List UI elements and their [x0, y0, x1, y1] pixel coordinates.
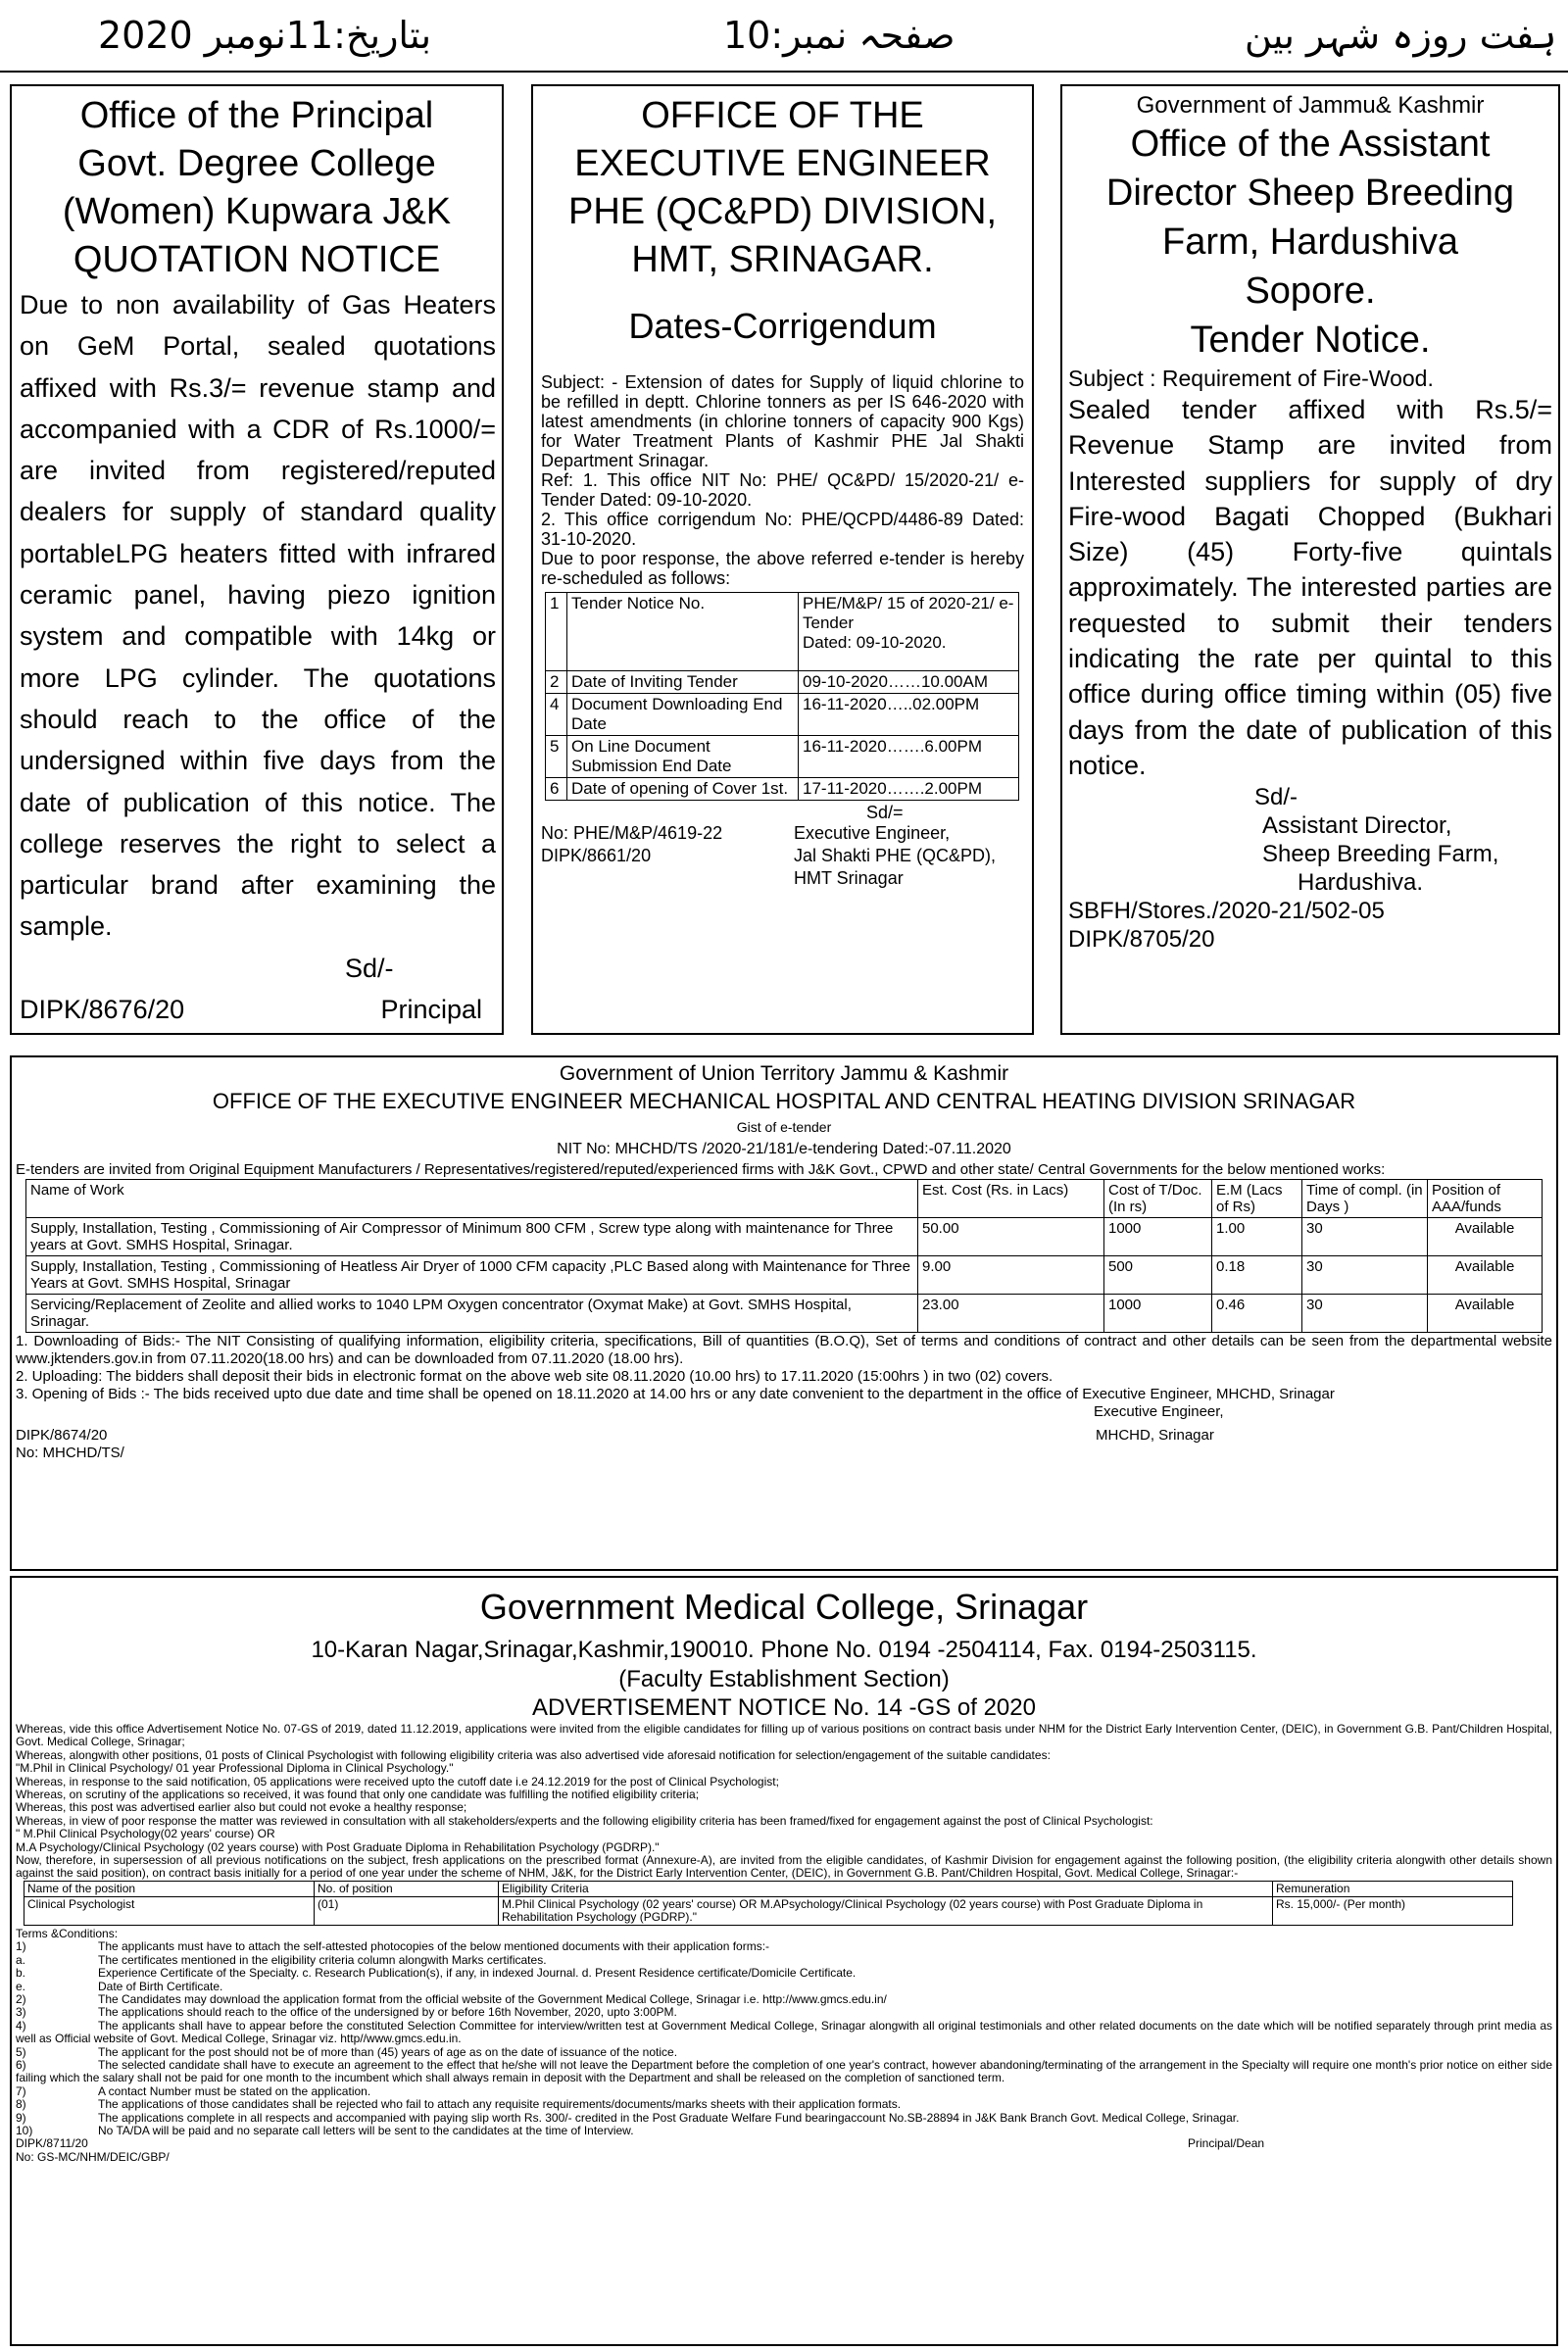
term-number: a.: [16, 1952, 26, 1967]
gist-line: Gist of e-tender: [736, 1119, 832, 1135]
term-number: e.: [16, 1979, 26, 1993]
sd-mark: Sd/=: [866, 803, 904, 822]
cell: 16-11-2020…….6.00PM: [799, 736, 1019, 778]
term-text: A contact Number must be stated on the application.: [98, 2083, 371, 2098]
term-number: 5): [16, 2044, 26, 2059]
term-item: 2. Uploading: The bidders shall deposit their bids in electronic format on the above web site 08.11.2020 (10.00 hrs) to 17.11.2020 (15:00hrs ) in two (02) covers.: [16, 1368, 1054, 1385]
term-text: The certificates mentioned in the eligibility criteria column alongwith Marks certificates.: [98, 1952, 547, 1967]
title-line: Sopore.: [1245, 270, 1376, 312]
table-row: [546, 694, 1019, 736]
cell: PHE/M&P/ 15 of 2020-21/ e-Tender Dated: 09-10-2020.: [799, 593, 1019, 671]
title-line: EXECUTIVE ENGINEER: [574, 143, 991, 184]
term-text: No TA/DA will be paid and no separate call letters will be sent to the candidates at the time of Interview.: [98, 2123, 634, 2137]
paragraph: Whereas, on scrutiny of the applications so received, it was found that only one candidate was fulfilling the notified eligibility criteria;: [16, 1788, 700, 1802]
signatory-line: Hardushiva.: [1298, 869, 1424, 897]
term-item: [16, 2006, 1552, 2019]
paragraph: Whereas, in response to the said notification, 05 applications were received upto the cutoff date i.e 24.12.2019 for the post of Clinical Psychologist;: [16, 1774, 779, 1788]
cell: (01): [315, 1896, 499, 1925]
term-item: [16, 2085, 1552, 2098]
cell: Date of Inviting Tender: [567, 671, 799, 694]
term-item: [16, 1981, 1552, 1993]
corrigendum-notice-box: [531, 84, 1034, 1035]
table-row: [546, 671, 1019, 694]
ref-line: Ref: 1. This office NIT No: PHE/ QC&PD/ 15/2020-21/ e-Tender Dated: 09-10-2020.: [541, 470, 1024, 510]
masthead-paper-name: ہفت روزہ شہر بین: [1245, 14, 1557, 57]
cell: Available: [1428, 1256, 1543, 1295]
govt-line: Government of Union Territory Jammu & Kashmir: [559, 1062, 1009, 1085]
column-header: Est. Cost (Rs. in Lacs): [918, 1180, 1104, 1218]
paragraph: "M.Phil in Clinical Psychology/ 01 year Professional Diploma in Clinical Psychology.": [16, 1761, 454, 1776]
cell: Tender Notice No.: [567, 593, 799, 671]
cell: 6: [546, 778, 567, 801]
term-item: [16, 1967, 1552, 1980]
notice-body: Sealed tender affixed with Rs.5/= Revenue Stamp are invited from Interested suppliers for supply of dry Fire-wood Bagati Chopped (Bukhari Size) (45) Forty-five quintals approximately. The interested parties are requested to submit their tenders indicating the rate per quintal to this office during office timing within (05) five days from the date of publication of this notice.: [1068, 395, 1552, 780]
table-row: [24, 1896, 1513, 1925]
cell: Supply, Installation, Testing , Commissioning of Air Compressor of Minimum 800 CFM , Screw type along with maintenance for Three years at Govt. SMHS Hospital, Srinagar.: [26, 1218, 918, 1256]
paragraph: M.A Psychology/Clinical Psychology (02 years course) with Post Graduate Diploma in Rehabilitation Psychology (PGDRP).": [16, 1839, 660, 1854]
masthead-date: بتاریخ:11نومبر 2020: [98, 14, 432, 57]
section-line: (Faculty Establishment Section): [618, 1666, 950, 1692]
dipk-ref: DIPK/8676/20: [20, 995, 185, 1025]
cell: 23.00: [918, 1295, 1104, 1333]
term-text: The applications of those candidates shall be rejected who fail to attach any requisite requirements/documents/marks sheets with their application formats.: [98, 2097, 902, 2112]
term-item: [16, 2125, 1552, 2137]
term-item: [16, 2112, 1552, 2125]
notice-body: Due to non availability of Gas Heaters on GeM Portal, sealed quotations affixed with Rs.3/= revenue stamp and accompanied with a CDR of Rs.1000/= are invited from registered/reputed dealers for supply of standard quality portableLPG heaters fitted with infrared ceramic panel, having piezo ignition system and compatible with 14kg or more LPG cylinder. The quotations should reach to the office of the undersigned within five days from the date of publication of this notice. The college reserves the right to select a particular brand after examining the sample.: [20, 290, 496, 942]
cell: Supply, Installation, Testing , Commissioning of Heatless Air Dryer of 1000 CFM capacity ,PLC Based along with Maintenance for Three Years at Govt. SMHS Hospital, Srinagar: [26, 1256, 918, 1295]
sd-mark: Sd/-: [345, 953, 394, 983]
cell: 5: [546, 736, 567, 778]
term-number: 2): [16, 1991, 26, 2006]
terms-list: [12, 1333, 1556, 1403]
dipk-ref: DIPK/8705/20: [1068, 926, 1215, 954]
cell: 30: [1302, 1295, 1428, 1333]
masthead-page-number: صفحہ نمبر:10: [723, 14, 956, 57]
office-title: OFFICE OF THE EXECUTIVE ENGINEER MECHANICAL HOSPITAL AND CENTRAL HEATING DIVISION SRINAGAR: [212, 1089, 1356, 1113]
cell: 1.00: [1212, 1218, 1302, 1256]
title-line: Govt. Degree College: [77, 143, 436, 184]
cell: 0.46: [1212, 1295, 1302, 1333]
title-line: QUOTATION NOTICE: [73, 239, 441, 280]
term-item: [16, 1993, 1552, 2006]
signatory-line: Jal Shakti PHE (QC&PD),: [794, 846, 997, 865]
letter-number: No: MHCHD/TS/: [16, 1445, 124, 1461]
address-line: 10-Karan Nagar,Srinagar,Kashmir,190010. Phone No. 0194 -2504114, Fax. 0194-2503115.: [311, 1637, 1257, 1663]
term-item: 3. Opening of Bids :- The bids received upto due date and time shall be opened on 18.11.2020 at 14.00 hrs or any date convenient to the department in the office of Executive Engineer, MHCHD, Srinagar: [16, 1386, 1335, 1402]
signatory: Principal/Dean: [1188, 2136, 1265, 2151]
term-text: The selected candidate shall have to execute an agreement to the effect that he/she will not leave the Department before the completion of one year's contract, however abandoning/terminating of the arrangement in the Specialty will require one month's prior notice on either side failing which the salary shall not be paid for one month to the incumbent which shall always remain in deposit with the Department and shall be released on the completion of sanctioned term.: [16, 2057, 1552, 2085]
table-row: [26, 1218, 1543, 1256]
term-number: 6): [16, 2057, 26, 2072]
signatory-line: MHCHD, Srinagar: [1096, 1427, 1214, 1444]
term-text: Experience Certificate of the Specialty. c. Research Publication(s), if any, in indexed Journal. d. Present Residence certificate/Domicile Certificate.: [98, 1966, 857, 1981]
table-row: [546, 778, 1019, 801]
term-text: The applicants must have to attach the self-attested photocopies of the below mentioned documents with their application forms:-: [98, 1939, 770, 1954]
title-line: Director Sheep Breeding: [1105, 172, 1515, 214]
works-table: [25, 1179, 1543, 1333]
intro-text: Due to poor response, the above referred e-tender is hereby re-scheduled as follows:: [541, 549, 1024, 588]
signatory-line: Executive Engineer,: [794, 823, 951, 843]
paragraph: " M.Phil Clinical Psychology(02 years' course) OR: [16, 1827, 275, 1841]
subject-text: Subject: - Extension of dates for Supply of liquid chlorine to be refilled in deptt. Chlorine tonners as per IS 646-2020 with latest amendments (in chlorine tonners of capacity 900 Kgs) for Water Treatment Plants of Kashmir PHE Jal Shakti Department Srinagar.: [541, 372, 1024, 470]
quotation-notice-box: [10, 84, 504, 1035]
column-header: Remuneration: [1273, 1881, 1513, 1896]
advertisement-notice-box: [10, 1576, 1558, 2346]
term-item: [16, 2020, 1552, 2046]
paragraph: Whereas, this post was advertised earlier also but could not evoke a healthy response;: [16, 1800, 467, 1815]
cell: 4: [546, 694, 567, 736]
dipk-ref: DIPK/8674/20: [16, 1427, 108, 1444]
signature-block: [533, 822, 1032, 890]
title-line: PHE (QC&PD) DIVISION,: [567, 191, 998, 232]
cell: Date of opening of Cover 1st.: [567, 778, 799, 801]
column-header: No. of position: [315, 1881, 499, 1896]
title-line: (Women) Kupwara J&K: [62, 191, 452, 232]
column-header: Time of compl. (in Days ): [1302, 1180, 1428, 1218]
paragraph: Whereas, in view of poor response the matter was reviewed in consultation with all stakeholders/experts and the following eligibility criteria has been framed/fixed for engagement against the post of Clinical Psychologist:: [16, 1813, 1153, 1828]
cell: 500: [1104, 1256, 1212, 1295]
cell: Available: [1428, 1295, 1543, 1333]
intro-text: E-tenders are invited from Original Equipment Manufacturers / Representatives/registered/reputed/experienced firms with J&K Govt., CPWD and other state/ Central Governments for the below mentioned works:: [16, 1161, 1386, 1178]
govt-line: Government of Jammu& Kashmir: [1136, 92, 1485, 119]
cell: 16-11-2020…..02.00PM: [799, 694, 1019, 736]
term-item: [16, 2059, 1552, 2085]
table-header-row: [24, 1881, 1513, 1896]
term-text: Date of Birth Certificate.: [98, 1979, 223, 1993]
signature-row: [12, 2137, 1556, 2150]
term-item: 1. Downloading of Bids:- The NIT Consisting of qualifying information, eligibility criteria, specifications, Bill of quantities (B.O.Q), Set of terms and conditions of contract and other details can be seen from the departmental website www.jktenders.gov.in from 07.11.2020(18.00 hrs) and can be downloaded from 07.11.2020 (18.00 hrs).: [16, 1333, 1552, 1367]
column-header: Eligibility Criteria: [499, 1881, 1273, 1896]
tender-notice-box: [1060, 84, 1560, 1035]
ref-column: [541, 822, 794, 890]
paragraph: Whereas, vide this office Advertisement Notice No. 07-GS of 2019, dated 11.12.2019, applications were invited from the eligible candidates for filling up of various positions on contract basis under NHM for the District Early Intervention Center, (DEIC), in Government G.B. Pant/Children Hospital, Govt. Medical College, Srinagar;: [16, 1722, 1552, 1749]
cell: 30: [1302, 1256, 1428, 1295]
cell: Available: [1428, 1218, 1543, 1256]
term-text: The applications should reach to the office of the undersigned by or before 16th November, 2020, upto 3:00PM.: [98, 2005, 677, 2020]
column-header: Cost of T/Doc. (In rs): [1104, 1180, 1212, 1218]
title-line: OFFICE OF THE: [641, 95, 924, 136]
column-header: E.M (Lacs of Rs): [1212, 1180, 1302, 1218]
table-row: [26, 1256, 1543, 1295]
nit-line: NIT No: MHCHD/TS /2020-21/181/e-tendering Dated:-07.11.2020: [557, 1141, 1011, 1157]
term-text: The Candidates may download the application format from the official website of the Government Medical College, Srinagar i.e. http://www.gmcs.edu.in/: [98, 1991, 887, 2006]
terms-list: [12, 1940, 1556, 2137]
letter-number: No: GS-MC/NHM/DEIC/GBP/: [16, 2149, 170, 2164]
signature-block: [1062, 783, 1558, 954]
notice-paragraphs: [12, 1723, 1556, 1881]
advertisement-number: ADVERTISEMENT NOTICE No. 14 -GS of 2020: [532, 1694, 1036, 1721]
dipk-ref: DIPK/8661/20: [541, 846, 652, 865]
notice-title: [12, 92, 502, 284]
notice-title: [533, 92, 1032, 284]
dipk-ref: DIPK/8711/20: [16, 2136, 88, 2151]
signature-row: [12, 989, 502, 1030]
cell: Document Downloading End Date: [567, 694, 799, 736]
notice-subtitle: Dates-Corrigendum: [628, 306, 937, 346]
term-number: 4): [16, 2018, 26, 2033]
table-header-row: [26, 1180, 1543, 1218]
column-header: Name of the position: [24, 1881, 315, 1896]
term-text: The applications complete in all respects and accompanied with paying slip worth Rs. 300/- credited in the Post Graduate Welfare Fund bearingaccount No.SB-28894 in J&K Bank Branch Govt. Medical College, Srinagar.: [98, 2110, 1240, 2125]
term-item: [16, 1940, 1552, 1953]
e-tender-notice-box: [10, 1055, 1558, 1571]
schedule-table: [545, 592, 1019, 801]
term-number: 8): [16, 2097, 26, 2112]
title-line: Office of the Principal: [79, 95, 434, 136]
term-item: [16, 2098, 1552, 2111]
table-row: [546, 736, 1019, 778]
paragraph: Now, therefore, in supersession of all previous notifications on the subject, fresh applications on the prescribed format (Annexure-A), are invited from the eligible candidates, of Kashmir Division for engagement against the following position, (the eligibility criteria alongwith other details shown against the said position), on contract basis initially for a period of one year under the scheme of NHM, J&K, for the District Early Intervention Center, (DEIC), in Government G.B. Pant/Children Hospital, Govt. Medical College, Srinagar:-: [16, 1853, 1552, 1881]
subject-text: Subject : Requirement of Fire-Wood.: [1068, 366, 1434, 391]
cell: 1000: [1104, 1295, 1212, 1333]
cell: Clinical Psychologist: [24, 1896, 315, 1925]
signatory-line: Sheep Breeding Farm,: [1262, 841, 1499, 868]
sd-mark: Sd/-: [1254, 784, 1298, 811]
letter-number: No: PHE/M&P/4619-22: [541, 823, 723, 843]
cell: 30: [1302, 1218, 1428, 1256]
term-number: 7): [16, 2083, 26, 2098]
cell: Rs. 15,000/- (Per month): [1273, 1896, 1513, 1925]
cell: On Line Document Submission End Date: [567, 736, 799, 778]
table-row: [546, 593, 1019, 671]
position-table: [24, 1881, 1513, 1926]
title-line: HMT, SRINAGAR.: [631, 239, 934, 280]
cell: 2: [546, 671, 567, 694]
cell: 0.18: [1212, 1256, 1302, 1295]
cell: 50.00: [918, 1218, 1104, 1256]
college-title: Government Medical College, Srinagar: [479, 1587, 1089, 1627]
term-item: [16, 2046, 1552, 2059]
table-row: [26, 1295, 1543, 1333]
cell: 1: [546, 593, 567, 671]
cell: 09-10-2020……10.00AM: [799, 671, 1019, 694]
title-line: Office of the Assistant: [1130, 123, 1491, 165]
term-number: 10): [16, 2123, 33, 2137]
title-line: Farm, Hardushiva: [1162, 221, 1458, 263]
letter-number: SBFH/Stores./2020-21/502-05: [1068, 898, 1385, 925]
term-number: b.: [16, 1966, 26, 1981]
signatory-line: Executive Engineer,: [1094, 1403, 1224, 1420]
cell: 1000: [1104, 1218, 1212, 1256]
ref-line: 2. This office corrigendum No: PHE/QCPD/4486-89 Dated: 31-10-2020.: [541, 510, 1024, 549]
signatory-column: [794, 822, 996, 890]
cell: 17-11-2020…….2.00PM: [799, 778, 1019, 801]
term-number: 1): [16, 1939, 26, 1954]
column-header: Name of Work: [26, 1180, 918, 1218]
signatory-line: Assistant Director,: [1262, 812, 1452, 840]
cell: M.Phil Clinical Psychology (02 years' course) OR M.APsychology/Clinical Psychology (02 years course) with Post Graduate Diploma in Rehabilitation Psychology (PGDRP).": [499, 1896, 1273, 1925]
paragraph: Whereas, alongwith other positions, 01 posts of Clinical Psychologist with following eligibility criteria was also advertised vide aforesaid notification for selection/engagement of the suitable candidates:: [16, 1747, 1051, 1762]
column-header: Position of AAA/funds: [1428, 1180, 1543, 1218]
term-number: 3): [16, 2005, 26, 2020]
term-item: [16, 1954, 1552, 1967]
masthead-rule: [0, 71, 1568, 73]
signatory-line: HMT Srinagar: [794, 868, 904, 888]
term-number: 9): [16, 2110, 26, 2125]
signature-row: [12, 1421, 1556, 1445]
notice-title: [1062, 120, 1558, 365]
terms-heading: Terms &Conditions:: [16, 1926, 119, 1940]
cell: 9.00: [918, 1256, 1104, 1295]
cell: Servicing/Replacement of Zeolite and allied works to 1040 LPM Oxygen concentrator (Oxymat Make) at Govt. SMHS Hospital, Srinagar.: [26, 1295, 918, 1333]
title-line: Tender Notice.: [1190, 319, 1431, 361]
term-text: The applicants shall have to appear before the constituted Selection Committee for interview/written test at Government Medical College, Srinagar alongwith all original testimonials and other related documents on the date which will be notified separately through print media as well as Official website of Govt. Medical College, Srinagar viz. http//www.gmcs.edu.in.: [16, 2018, 1552, 2046]
term-text: The applicant for the post should not be of more than (45) years of age as on the date of issuance of the notice.: [98, 2044, 678, 2059]
signatory: Principal: [380, 995, 482, 1025]
